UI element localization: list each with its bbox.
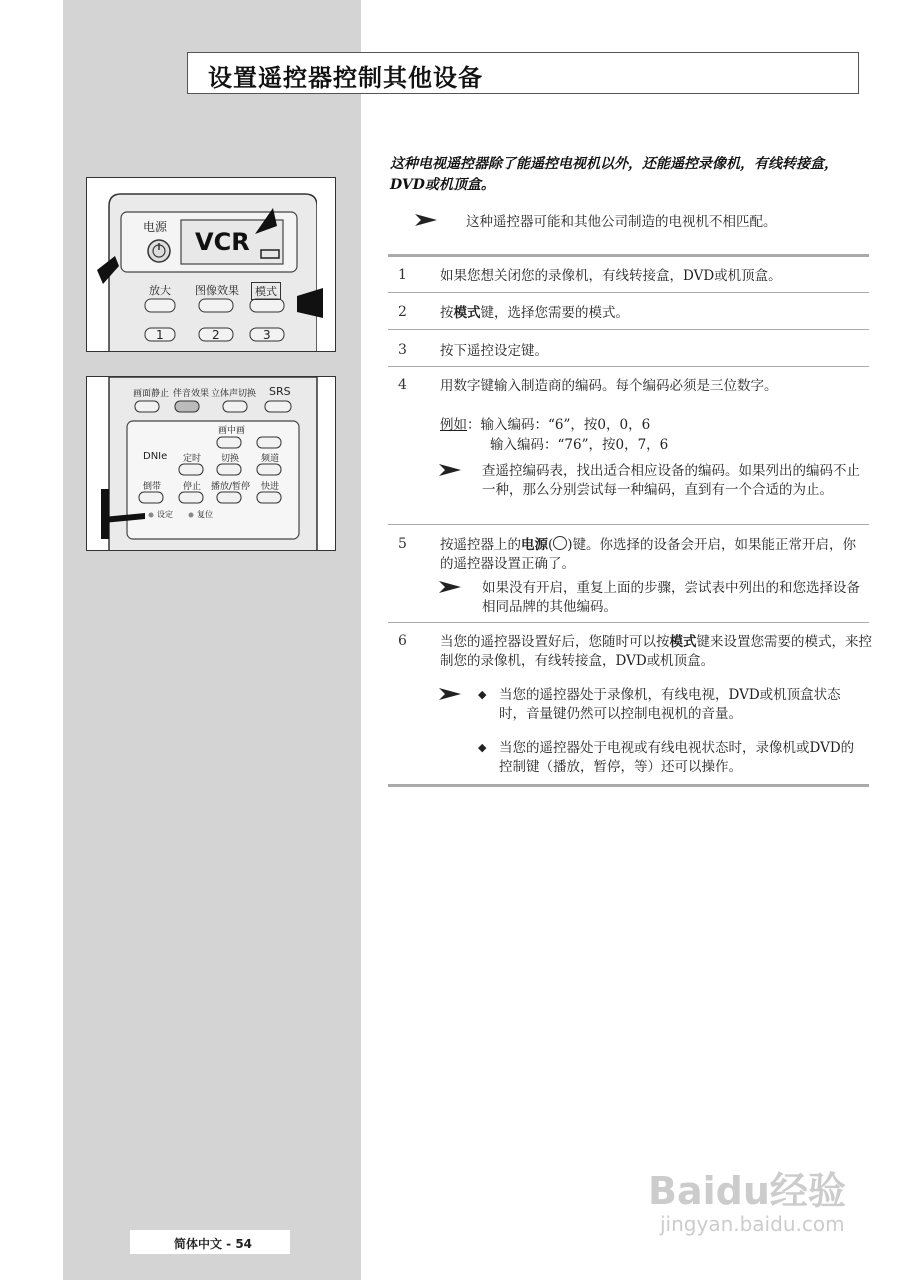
mute-pic-label: 画面静止 [133, 389, 170, 399]
note-arrow-icon [438, 463, 462, 477]
note-arrow-icon [438, 687, 462, 701]
play-pause-label: 播放/暂停 [211, 482, 251, 492]
step-1-number: 1 [398, 267, 407, 283]
stereo-label: 立体声切换 [211, 389, 257, 399]
zoom-label: 放大 [149, 284, 171, 297]
num-3-label: 3 [263, 328, 271, 342]
step-4-number: 4 [398, 377, 407, 393]
step-2-number: 2 [398, 304, 407, 320]
picture-effect-label: 图像效果 [195, 284, 239, 297]
step-6-number: 6 [398, 633, 407, 649]
divider [388, 366, 869, 367]
step-3-number: 3 [398, 342, 407, 358]
fast-forward-label: 快进 [261, 482, 280, 492]
remote-bottom-illustration [86, 376, 336, 551]
num-2-label: 2 [212, 328, 220, 342]
watermark-url: jingyan.baidu.com [660, 1212, 845, 1236]
note-arrow-icon [438, 580, 462, 594]
stop-label: 停止 [183, 482, 202, 492]
srs-label: SRS [269, 385, 291, 398]
divider [388, 524, 869, 525]
step-4-example-1: 例如：输入编码：“6”，按0，0，6 [440, 417, 651, 433]
divider [388, 292, 869, 293]
step-5-text: 按遥控器上的电源( )键。你选择的设备会开启，如果能正常开启，你的遥控器设置正确了。 [440, 537, 857, 572]
bullet-diamond-icon: ◆ [478, 688, 487, 701]
step-5-note: 如果没有开启，重复上面的步骤，尝试表中列出的和您选择设备相同品牌的其他编码。 [482, 580, 860, 615]
step-1-text: 如果您想关闭您的录像机，有线转接盒，DVD或机顶盒。 [440, 268, 782, 284]
top-note: 这种遥控器可能和其他公司制造的电视机不相匹配。 [466, 214, 777, 230]
power-symbol-icon [553, 536, 567, 550]
display-text: VCR [195, 228, 250, 256]
remote-bottom-body [87, 377, 336, 551]
pip-label: 画中画 [218, 426, 246, 436]
step-2-text: 按模式键，选择您需要的模式。 [440, 305, 629, 321]
power-label: 电源 [143, 220, 168, 234]
step-6-text: 当您的遥控器设置好后，您随时可以按模式键来设置您需要的模式，来控制您的录像机，有线转接盒，DVD或机顶盒。 [440, 634, 872, 669]
timer-label: 定时 [183, 454, 202, 464]
rewind-label: 倒带 [143, 482, 162, 492]
intro-text: 这种电视遥控器除了能遥控电视机以外，还能遥控录像机，有线转接盒，DVD或机顶盒。 [390, 156, 838, 193]
step-3-text: 按下遥控设定键。 [440, 343, 548, 359]
remote-top-body [87, 178, 336, 352]
mode-label: 模式 [251, 282, 281, 300]
page-footer [130, 1230, 290, 1254]
step-4-text: 用数字键输入制造商的编码。每个编码必须是三位数字。 [440, 378, 778, 394]
step-6-bullet-2: 当您的遥控器处于电视或有线电视状态时，录像机或DVD的控制键（播放，暂停，等）还可以操作。 [499, 740, 855, 775]
divider [388, 622, 869, 623]
step-4-example-2: 输入编码：“76”，按0，7，6 [490, 437, 669, 453]
sound-effect-label: 伴音效果 [173, 389, 210, 399]
dnie-label: DNIe [143, 451, 168, 462]
step-4-note: 查遥控编码表，找出适合相应设备的编码。如果列出的编码不止一种，那么分别尝试每一种编码，直到有一个合适的为止。 [482, 463, 860, 498]
channel-label: 频道 [261, 454, 280, 464]
remote-top-illustration [86, 177, 336, 352]
reset-label: 复位 [197, 510, 213, 519]
divider-bottom [388, 784, 869, 787]
page-number: 简体中文 - 54 [174, 1237, 253, 1251]
set-label: 设定 [157, 510, 173, 519]
divider [388, 329, 869, 330]
num-1-label: 1 [156, 328, 164, 342]
step-6-bullet-1: 当您的遥控器处于录像机，有线电视，DVD或机顶盒状态时，音量键仍然可以控制电视机的音量。 [499, 687, 841, 722]
page-title: 设置遥控器控制其他设备 [208, 64, 483, 92]
page-title-box [187, 52, 859, 94]
bullet-diamond-icon: ◆ [478, 741, 487, 754]
switch-label: 切换 [221, 454, 240, 464]
divider-top [388, 254, 869, 257]
step-5-number: 5 [398, 536, 407, 552]
watermark-logo: Baidu经验 [648, 1169, 846, 1213]
note-arrow-icon [414, 213, 438, 227]
